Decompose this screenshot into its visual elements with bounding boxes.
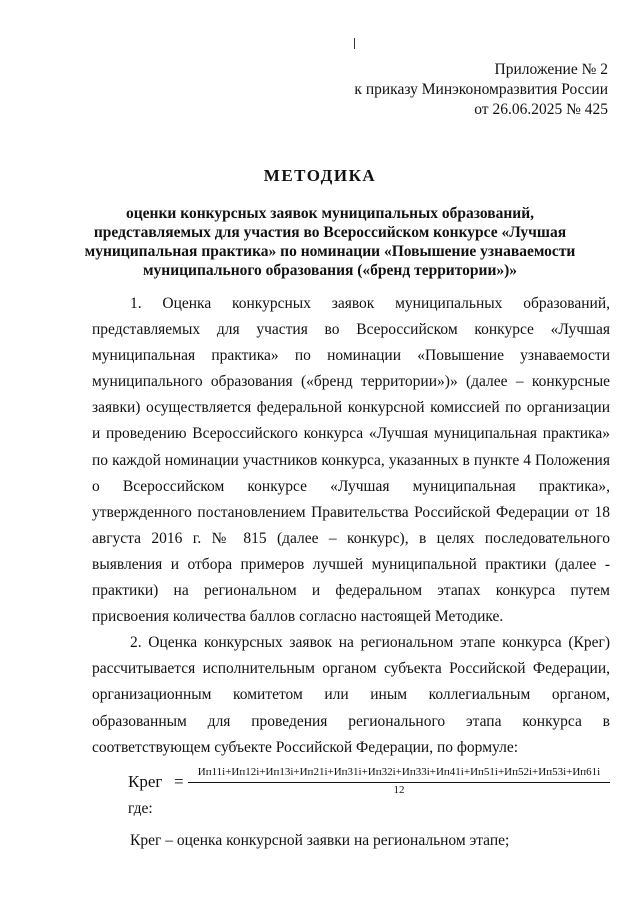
appendix-order: к приказу Минэкономразвития России bbox=[354, 81, 608, 98]
appendix-date: от 26.06.2025 № 425 bbox=[474, 101, 608, 118]
paragraph-2: 2. Оценка конкурсных заявок на региональном этапе конкурса (Крег) рассчитывается исполнительным органом субъекта Российской Федерации, организационным комитетом или иным коллегиальным органом, образованным для проведения регионального этапа конкурса в соответствующем субъекте Российской Федерации, по формуле: bbox=[92, 634, 610, 756]
formula bbox=[128, 766, 610, 806]
document-body bbox=[92, 291, 610, 761]
formula-denominator: 12 bbox=[393, 784, 405, 796]
appendix-header bbox=[354, 60, 608, 120]
paragraph-1: 1. Оценка конкурсных заявок муниципальных образований, представляемых для участия во Всероссийском конкурсе «Лучшая муниципальная практика» по номинации «Повышение узнаваемости муниципального образования («бренд территории»)» (далее – конкурсные заявки) осуществляется федеральной конкурсной комиссией по организации и проведению Всероссийского конкурса «Лучшая муниципальная практика» по каждой номинации участников конкурса, указанных в пункте 4 Положения о Всероссийском конкурсе «Лучшая муниципальная практика», утвержденного постановлением Правительства Российской Федерации от 18 августа 2016 г. № 815 (далее – конкурс), в целях последовательного выявления и отбора примеров лучшей муниципальной практики (далее - практики) на региональном и федеральном этапах конкурса путем присвоения количества баллов согласно настоящей Методике. bbox=[92, 295, 610, 626]
formula-lhs: Крег bbox=[128, 772, 163, 791]
formula-fraction-bar bbox=[188, 782, 610, 783]
page-mark bbox=[354, 38, 355, 49]
where-label: где: bbox=[128, 800, 153, 817]
document-title: МЕТОДИКА bbox=[263, 166, 377, 185]
formula-equals: = bbox=[174, 772, 184, 791]
formula-numerator: Ип11i+Ип12i+Ип13i+Ип21i+Ип31i+Ип32i+Ип33i+Ип41i+Ип51i+Ип52i+Ип53i+Ип61i bbox=[197, 766, 601, 778]
definition-kreg: Крег – оценка конкурсной заявки на региональном этапе; bbox=[130, 832, 510, 849]
document-subtitle: оценки конкурсных заявок муниципальных образований, представляемых для участия во Всероссийском конкурсе «Лучшая муниципальная практика» по номинации «Повышение узнаваемости муниципального образования («бренд территории»)» bbox=[84, 205, 576, 279]
appendix-number: Приложение № 2 bbox=[494, 61, 608, 78]
